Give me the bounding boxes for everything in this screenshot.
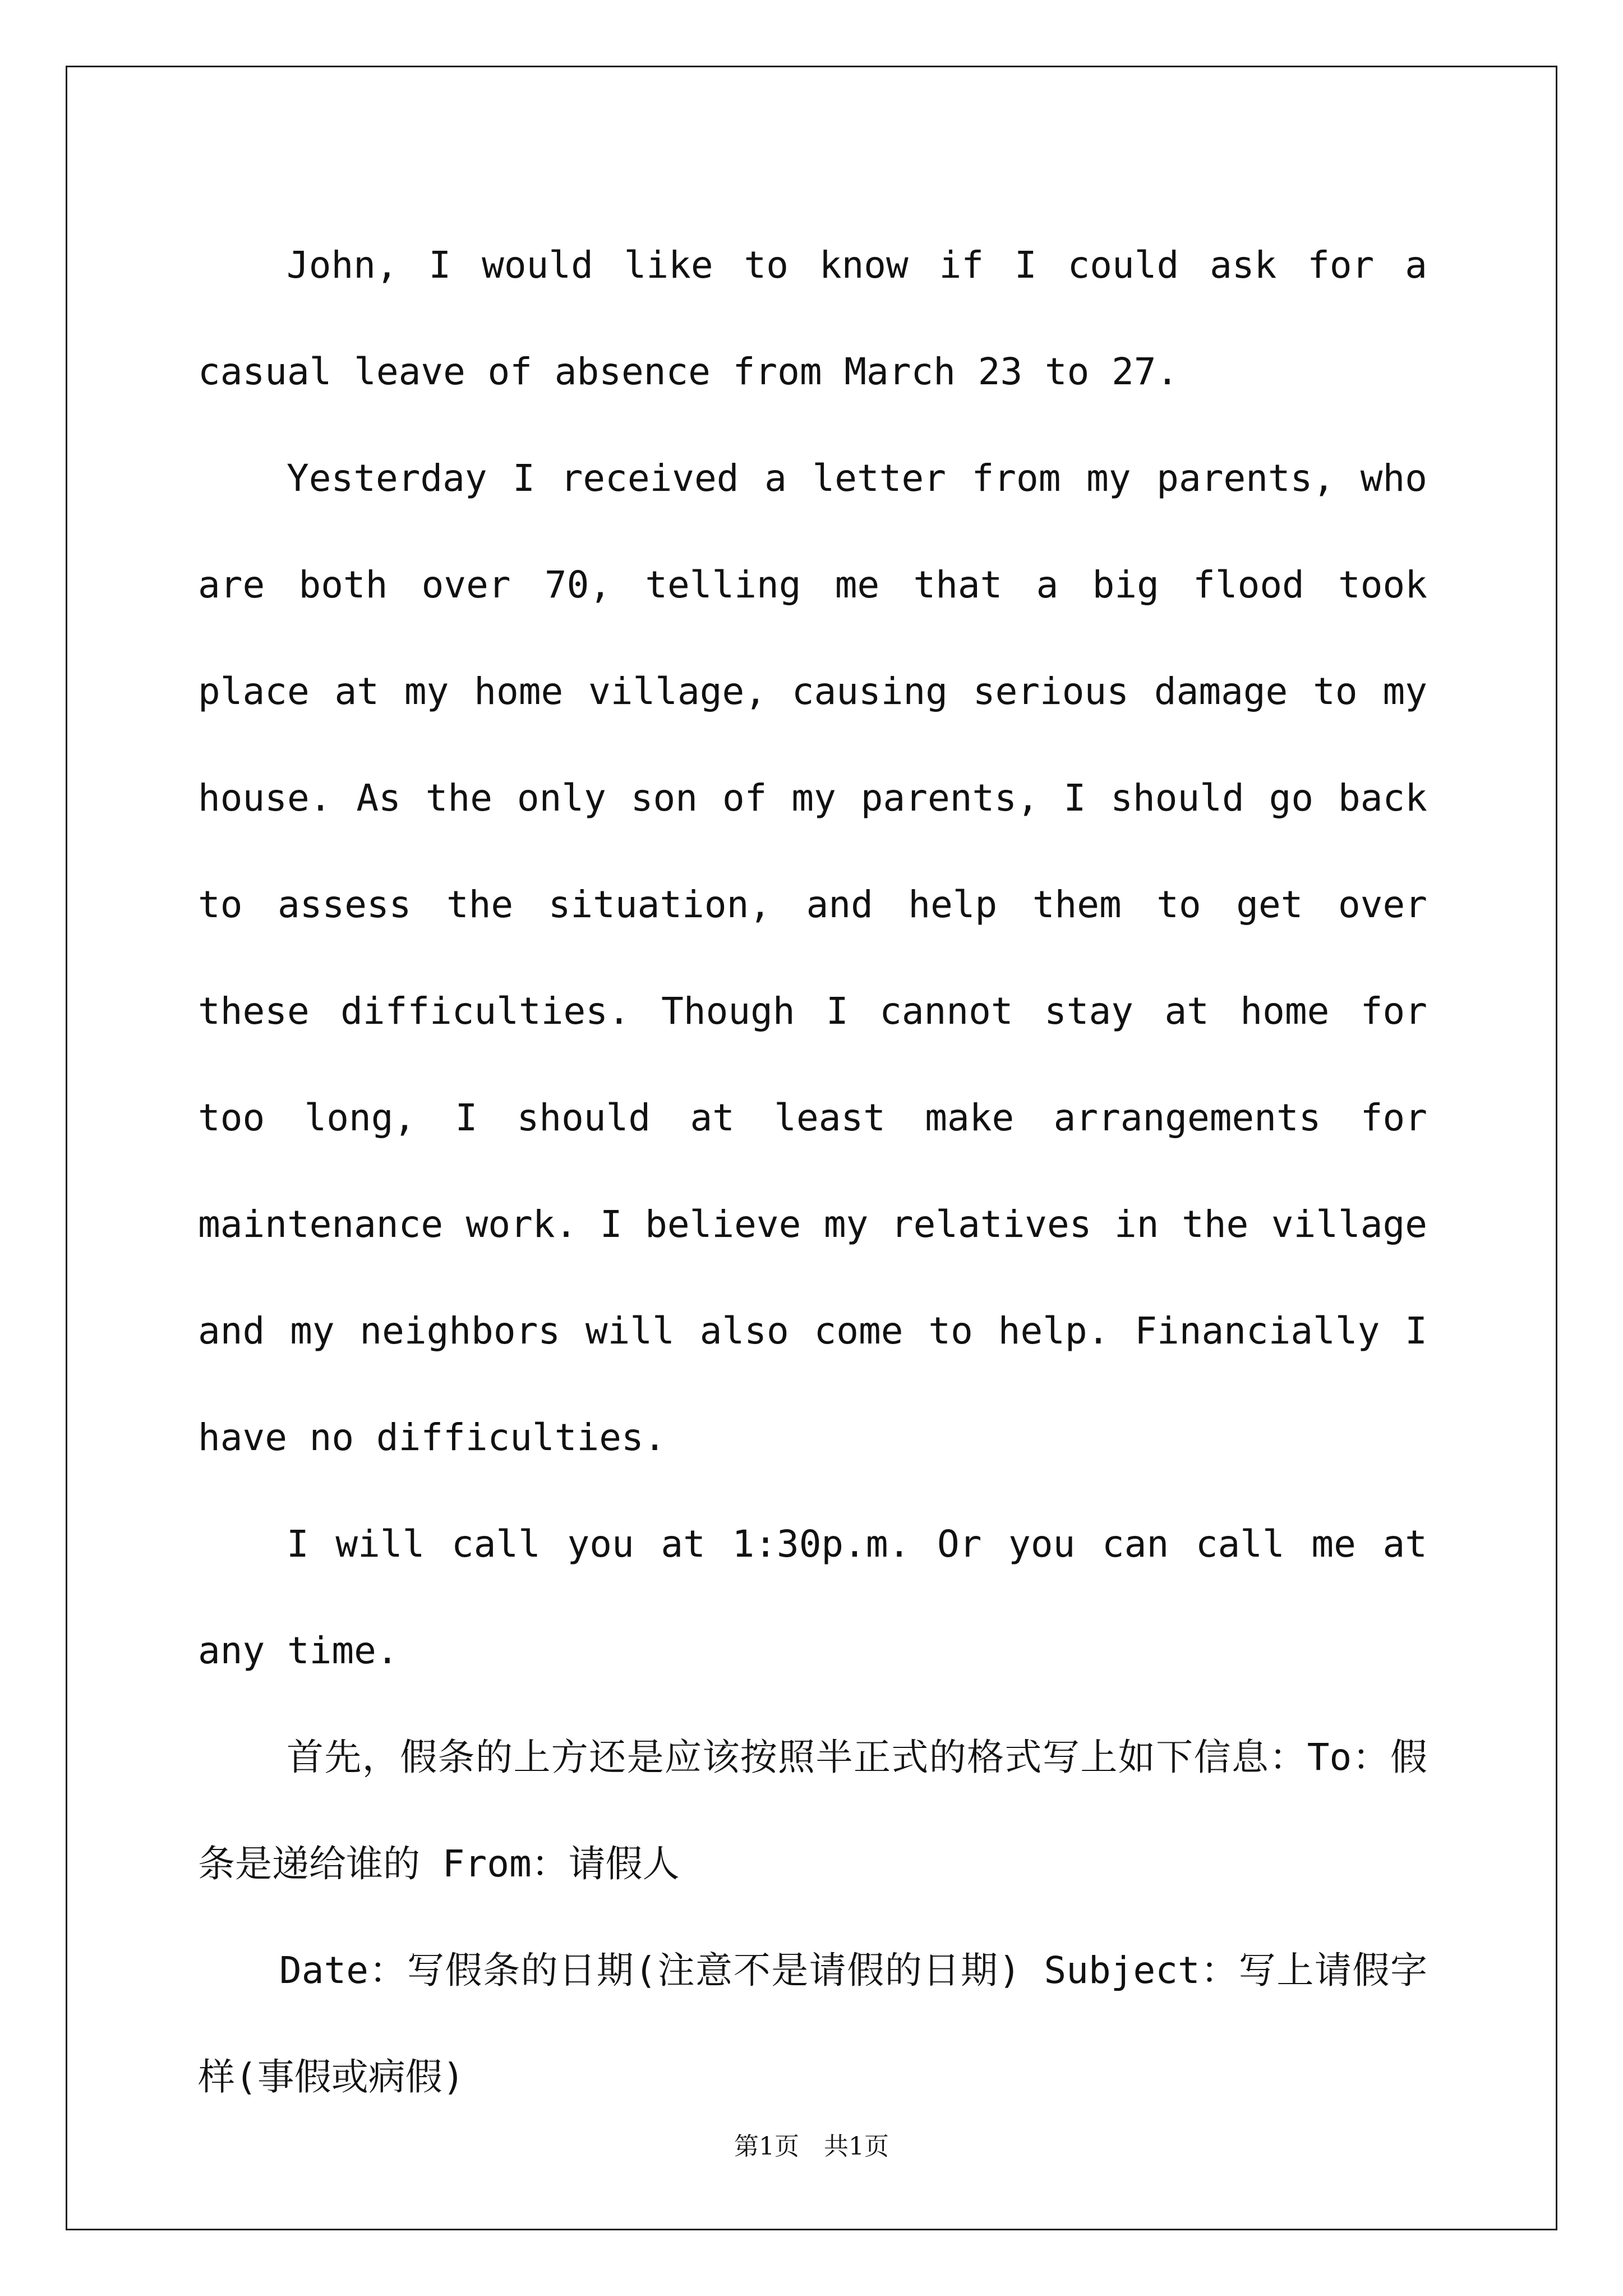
paragraph-reason: Yesterday I received a letter from my parents, who are both over 70, telling me that a big flood took place at my home village, causing serious damage to my house. As the only son of my parents, I should go back to assess the situation, and help them to get over these difficulties. Though I cannot stay at home for too long, I should at least make arrangements for maintenance work. I believe my relatives in the village and my neighbors will also come to help. Financially I have no difficulties. <box>198 457 1427 1459</box>
page-number: 第1页 共1页 <box>734 2132 889 2161</box>
paragraph-format-note: 首先，假条的上方还是应该按照半正式的格式写上如下信息：To：假条是递给谁的 From：请假人 <box>198 1736 1427 1885</box>
paragraph-date-subject: Date：写假条的日期(注意不是请假的日期) Subject：写上请假字样(事假或病假) <box>198 1949 1427 2099</box>
paragraph-request: John, I would like to know if I could ask for a casual leave of absence from March 23 to 27. <box>198 243 1427 393</box>
document-body <box>198 212 1427 2131</box>
paragraph-contact: I will call you at 1:30p.m. Or you can call me at any time. <box>198 1522 1427 1672</box>
